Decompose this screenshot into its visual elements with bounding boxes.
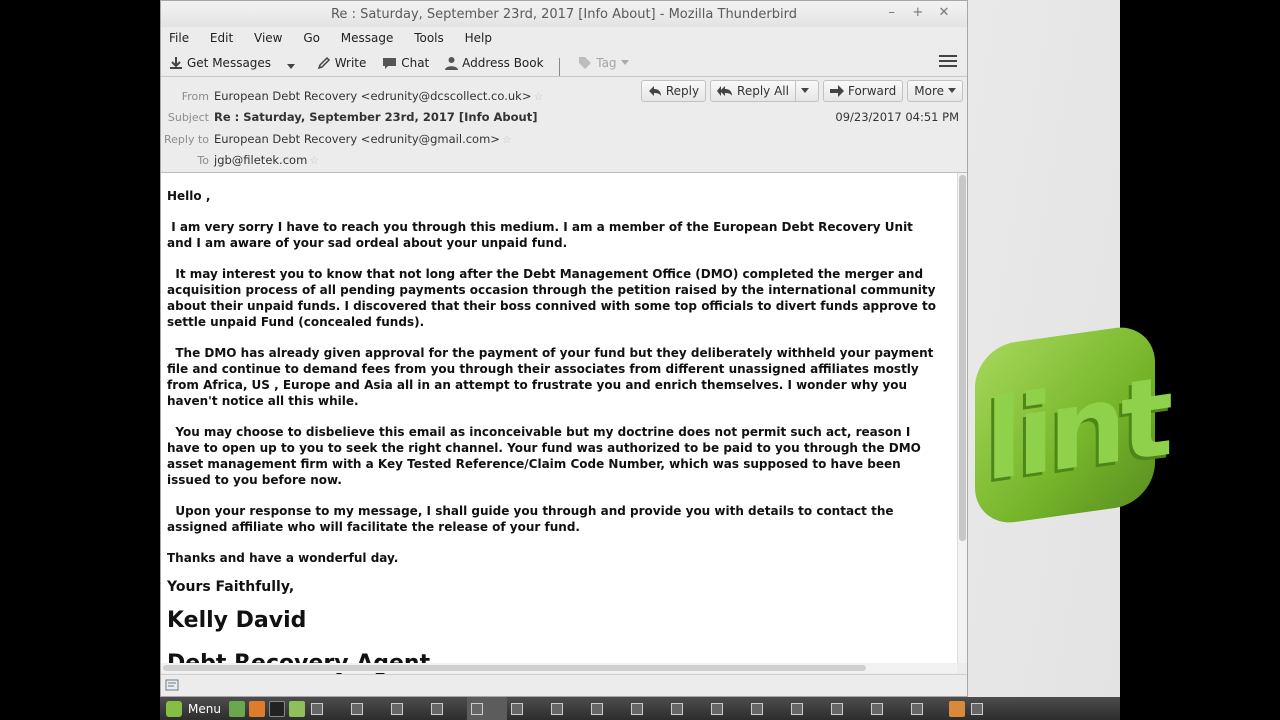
to-row — [161, 151, 319, 169]
to-value[interactable]: jgb@filetek.com — [214, 153, 308, 167]
app-menu-icon[interactable] — [939, 55, 957, 69]
chevron-down-icon — [287, 64, 295, 70]
tag-button[interactable]: Tag — [578, 49, 632, 77]
star-icon[interactable]: ☆ — [309, 153, 320, 167]
subject-value: Re : Saturday, September 23rd, 2017 [Info About] — [214, 110, 538, 124]
body-signature: Kelly David — [167, 608, 307, 633]
body-paragraph-4: You may choose to disbelieve this email as inconceivable but my doctrine does not permit such act, reason I have to open up to you to seek the right channel. Your fund was authorized to be paid to you through the DMO asset management firm with a Key Tested Reference/Claim Code Number, which was supposed to have been issued to you before now. — [167, 425, 921, 487]
taskbar-window[interactable] — [827, 697, 867, 720]
message-body — [161, 173, 957, 663]
horizontal-scrollbar[interactable] — [161, 663, 957, 673]
menu-file[interactable]: File — [169, 31, 190, 45]
forward-arrow-icon — [830, 85, 844, 97]
message-header — [161, 77, 967, 173]
maximize-button[interactable]: + — [912, 5, 924, 20]
to-label: To — [197, 153, 209, 167]
taskbar-window[interactable] — [627, 697, 667, 720]
reply-all-icon — [717, 85, 733, 97]
reply-arrow-icon — [648, 85, 662, 97]
reply-to-row — [161, 130, 512, 148]
menu-bar — [161, 27, 967, 49]
thunderbird-window — [160, 0, 968, 697]
from-label: From — [181, 89, 209, 103]
address-book-button[interactable]: Address Book — [445, 49, 543, 77]
main-toolbar — [161, 49, 967, 77]
letterbox-left — [0, 0, 160, 720]
activity-icon[interactable] — [165, 679, 179, 691]
app-icon[interactable] — [949, 701, 965, 717]
menu-edit[interactable]: Edit — [209, 31, 234, 45]
minimize-button[interactable]: – — [888, 5, 895, 20]
window-title: Re : Saturday, September 23rd, 2017 [Info About] - Mozilla Thunderbird — [330, 7, 797, 22]
menu-tools[interactable]: Tools — [414, 31, 444, 45]
reply-button[interactable]: Reply — [641, 80, 706, 102]
taskbar-window-thunderbird[interactable] — [467, 697, 507, 720]
scroll-thumb[interactable] — [959, 175, 966, 541]
menu-message[interactable]: Message — [340, 31, 394, 45]
taskbar-window[interactable] — [347, 697, 387, 720]
vertical-scrollbar[interactable] — [957, 173, 967, 663]
download-icon — [169, 56, 183, 70]
mint-menu-icon — [166, 701, 182, 717]
chevron-down-icon — [801, 88, 809, 94]
forward-button[interactable]: Forward — [823, 80, 903, 102]
taskbar-window[interactable] — [667, 697, 707, 720]
subject-row — [161, 108, 537, 126]
close-button[interactable]: ✕ — [938, 5, 950, 20]
chat-button[interactable]: Chat — [382, 49, 429, 77]
from-value[interactable]: European Debt Recovery <edrunity@dcscollect.co.uk> — [214, 89, 532, 103]
menu-go[interactable]: Go — [303, 31, 320, 45]
title-bar[interactable] — [161, 1, 967, 27]
body-thanks: Thanks and have a wonderful day. — [167, 551, 399, 565]
mint-logo: lint — [965, 335, 1120, 515]
scroll-thumb[interactable] — [163, 665, 866, 671]
taskbar-window[interactable] — [747, 697, 787, 720]
taskbar-window[interactable] — [907, 697, 947, 720]
menu-help[interactable]: Help — [464, 31, 492, 45]
message-actions — [637, 80, 963, 102]
body-paragraph-5: Upon your response to my message, I shall guide you through and provide you with details to contact the assigned affiliate who will facilitate the release of your fund. — [167, 504, 894, 534]
get-messages-button[interactable]: Get Messages — [169, 49, 271, 77]
reply-to-value[interactable]: European Debt Recovery <edrunity@gmail.com> — [214, 132, 500, 146]
reply-all-dropdown[interactable] — [796, 80, 819, 102]
taskbar-window[interactable] — [707, 697, 747, 720]
menu-view[interactable]: View — [254, 31, 283, 45]
body-greeting: Hello , — [167, 189, 211, 203]
taskbar-window[interactable] — [387, 697, 427, 720]
chevron-down-icon — [621, 60, 629, 66]
body-paragraph-2: It may interest you to know that not long after the Debt Management Office (DMO) completed the merger and acquisition process of all pending payments occasion through the petition raised by the international community about their unpaid funds. I discovered that their boss connived with some top officials to divert funds approve to settle unpaid Fund (concealed funds). — [167, 267, 937, 329]
reply-to-label: Reply to — [163, 132, 209, 146]
start-menu-button[interactable]: Menu — [160, 697, 227, 720]
body-closing: Yours Faithfully, — [167, 579, 295, 595]
taskbar-window[interactable] — [547, 697, 587, 720]
show-desktop-icon[interactable] — [229, 701, 245, 717]
toolbar-separator — [559, 58, 560, 76]
taskbar-window[interactable] — [507, 697, 547, 720]
taskbar-window[interactable] — [787, 697, 827, 720]
subject-label: Subject — [167, 110, 209, 124]
taskbar-window[interactable] — [587, 697, 627, 720]
reply-all-button[interactable]: Reply All — [710, 80, 796, 102]
taskbar-window-terminal[interactable] — [307, 697, 347, 720]
taskbar — [160, 697, 1120, 720]
body-paragraph-1: I am very sorry I have to reach you through this medium. I am a member of the European Debt Recovery Unit and I am aware of your sad ordeal about your unpaid fund. — [167, 220, 913, 250]
chevron-down-icon — [948, 88, 956, 94]
tag-icon — [578, 56, 592, 70]
star-icon[interactable]: ☆ — [533, 89, 544, 103]
taskbar-window[interactable] — [867, 697, 907, 720]
pencil-icon — [317, 56, 331, 70]
chat-bubble-icon — [382, 56, 397, 70]
star-icon[interactable]: ☆ — [501, 132, 512, 146]
status-bar — [161, 674, 967, 696]
taskbar-window-terminal[interactable] — [967, 697, 1007, 720]
files-icon[interactable] — [289, 701, 305, 717]
terminal-icon[interactable] — [269, 701, 285, 717]
firefox-icon[interactable] — [249, 701, 265, 717]
person-icon — [445, 56, 458, 70]
write-button[interactable]: Write — [317, 49, 367, 77]
taskbar-window[interactable] — [427, 697, 467, 720]
from-row — [161, 87, 543, 105]
body-paragraph-3: The DMO has already given approval for the payment of your fund but they deliberately withheld your payment file and continue to demand fees from you through their associates from different unassigned affiliates mostly from Africa, US , Europe and Asia all in an attempt to frustrate you and enrich themselves. I wonder why you haven't notice all this while. — [167, 346, 934, 408]
more-button[interactable]: More — [907, 80, 963, 102]
message-date: 09/23/2017 04:51 PM — [835, 110, 959, 124]
